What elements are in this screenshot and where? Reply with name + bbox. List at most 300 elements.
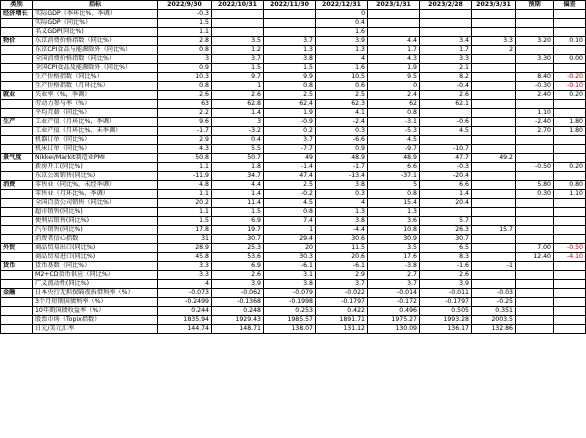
value-cell: 7.4: [264, 217, 316, 226]
value-cell: 17.6: [368, 253, 420, 262]
forecast-cell: -0.50: [516, 163, 554, 172]
header-cell: 2023/1/31: [368, 1, 420, 10]
value-cell: 1.5: [212, 208, 264, 217]
forecast-cell: [516, 10, 554, 19]
value-cell: 1.3: [368, 208, 420, 217]
value-cell: [472, 118, 516, 127]
value-cell: [264, 19, 316, 28]
value-cell: 1.6: [316, 28, 368, 37]
value-cell: 4.3: [158, 145, 212, 154]
indicator-cell: 实际GDP（同比%）: [33, 19, 158, 28]
deviation-cell: -4.10: [554, 253, 586, 262]
value-cell: 11.4: [212, 199, 264, 208]
value-cell: 3.8: [316, 217, 368, 226]
deviation-cell: [554, 262, 586, 271]
forecast-cell: [516, 64, 554, 73]
value-cell: [368, 19, 420, 28]
header-cell: 2022/11/30: [264, 1, 316, 10]
value-cell: 3.8: [264, 55, 316, 64]
value-cell: 3: [212, 118, 264, 127]
value-cell: -0.6: [420, 118, 472, 127]
value-cell: 0.8: [264, 208, 316, 217]
value-cell: [420, 136, 472, 145]
forecast-cell: [516, 145, 554, 154]
value-cell: 4.5: [264, 199, 316, 208]
table-row: [1, 208, 586, 217]
table-row: [1, 109, 586, 118]
value-cell: -1: [472, 262, 516, 271]
deviation-cell: [554, 325, 586, 334]
category-cell: [1, 100, 33, 109]
value-cell: 3.8: [316, 181, 368, 190]
value-cell: 1.1: [158, 163, 212, 172]
forecast-cell: [516, 316, 554, 325]
forecast-cell: [516, 226, 554, 235]
deviation-cell: [554, 19, 586, 28]
value-cell: 50.7: [212, 154, 264, 163]
forecast-cell: [516, 307, 554, 316]
value-cell: -0.9: [264, 118, 316, 127]
value-cell: [472, 190, 516, 199]
value-cell: 131.12: [316, 325, 368, 334]
forecast-cell: [516, 19, 554, 28]
category-cell: 金融: [1, 289, 33, 298]
value-cell: [472, 199, 516, 208]
value-cell: -0.014: [368, 289, 420, 298]
indicator-cell: 日元/美元汇率: [33, 325, 158, 334]
value-cell: 2.6: [158, 91, 212, 100]
value-cell: 138.07: [264, 325, 316, 334]
forecast-cell: 3.20: [516, 37, 554, 46]
value-cell: -3.1: [368, 118, 420, 127]
value-cell: 0.351: [472, 307, 516, 316]
table-row: [1, 298, 586, 307]
value-cell: 0.3: [316, 127, 368, 136]
deviation-cell: -0.20: [554, 73, 586, 82]
category-cell: [1, 172, 33, 181]
value-cell: 0.3: [316, 190, 368, 199]
value-cell: 1.4: [212, 109, 264, 118]
indicator-cell: M2+CD货币供应（同比%）: [33, 271, 158, 280]
value-cell: [368, 28, 420, 37]
forecast-cell: 2.70: [516, 127, 554, 136]
table-row: [1, 181, 586, 190]
value-cell: [472, 208, 516, 217]
value-cell: 1.4: [420, 190, 472, 199]
value-cell: 9.7: [212, 73, 264, 82]
forecast-cell: [516, 280, 554, 289]
value-cell: 1.5: [264, 64, 316, 73]
value-cell: 2.8: [158, 37, 212, 46]
value-cell: 1835.94: [158, 316, 212, 325]
value-cell: 20.2: [158, 199, 212, 208]
value-cell: 6.6: [420, 181, 472, 190]
value-cell: -1.7: [316, 163, 368, 172]
value-cell: [472, 73, 516, 82]
category-cell: [1, 73, 33, 82]
value-cell: 6.6: [368, 163, 420, 172]
value-cell: 4.4: [368, 37, 420, 46]
value-cell: 0.8: [368, 109, 420, 118]
value-cell: [420, 28, 472, 37]
value-cell: -0.1998: [264, 298, 316, 307]
header-cell: 类别: [1, 1, 33, 10]
deviation-cell: -0.50: [554, 244, 586, 253]
value-cell: 3.9: [316, 37, 368, 46]
value-cell: -6.6: [316, 136, 368, 145]
value-cell: -3.8: [368, 262, 420, 271]
indicator-cell: 工业产值（月环比%，季调）: [33, 118, 158, 127]
category-cell: [1, 109, 33, 118]
value-cell: 3.8: [264, 280, 316, 289]
table-row: [1, 64, 586, 73]
value-cell: 45.8: [158, 253, 212, 262]
value-cell: 1975.27: [368, 316, 420, 325]
indicator-cell: 零售业（同比%，未经季调）: [33, 181, 158, 190]
category-cell: [1, 199, 33, 208]
deviation-cell: [554, 226, 586, 235]
value-cell: 0.8: [158, 46, 212, 55]
value-cell: [472, 127, 516, 136]
indicator-cell: 消费者信心指数: [33, 235, 158, 244]
value-cell: 25.3: [212, 244, 264, 253]
deviation-cell: [554, 136, 586, 145]
value-cell: 34.7: [212, 172, 264, 181]
value-cell: -10.7: [420, 145, 472, 154]
value-cell: 3.5: [368, 244, 420, 253]
value-cell: 62.3: [316, 100, 368, 109]
value-cell: 3: [158, 55, 212, 64]
value-cell: 0.9: [158, 64, 212, 73]
category-cell: [1, 163, 33, 172]
value-cell: 1.3: [316, 46, 368, 55]
value-cell: 62.8: [212, 100, 264, 109]
header-cell: 2023/3/31: [472, 1, 516, 10]
value-cell: 8.3: [420, 253, 472, 262]
indicator-cell: 超市销售(同比%): [33, 208, 158, 217]
deviation-cell: 1.80: [554, 118, 586, 127]
value-cell: 2.5: [316, 91, 368, 100]
value-cell: 3.3: [420, 55, 472, 64]
forecast-cell: 7.00: [516, 244, 554, 253]
indicator-cell: 工业产值（月环比%，未季调）: [33, 127, 158, 136]
indicator-cell: 便利店销售(同比%): [33, 217, 158, 226]
value-cell: 4.4: [212, 181, 264, 190]
value-cell: 10.8: [368, 226, 420, 235]
value-cell: 20: [264, 244, 316, 253]
value-cell: 3.1: [264, 271, 316, 280]
value-cell: 2.1: [420, 64, 472, 73]
value-cell: [420, 109, 472, 118]
deviation-cell: [554, 46, 586, 55]
deviation-cell: [554, 298, 586, 307]
value-cell: 2.9: [158, 136, 212, 145]
value-cell: 1.5: [158, 19, 212, 28]
value-cell: 0.4: [212, 136, 264, 145]
value-cell: 3.7: [316, 280, 368, 289]
table-row: [1, 271, 586, 280]
value-cell: 0.496: [368, 307, 420, 316]
value-cell: 3.9: [420, 280, 472, 289]
deviation-cell: [554, 10, 586, 19]
value-cell: [420, 19, 472, 28]
value-cell: 1.5: [158, 217, 212, 226]
forecast-cell: [516, 325, 554, 334]
value-cell: 17.8: [158, 226, 212, 235]
value-cell: 2.2: [158, 109, 212, 118]
value-cell: 1.9: [368, 64, 420, 73]
value-cell: 0.505: [420, 307, 472, 316]
value-cell: 1: [264, 226, 316, 235]
value-cell: 29.4: [264, 235, 316, 244]
value-cell: 2.6: [420, 91, 472, 100]
table-row: [1, 37, 586, 46]
category-cell: [1, 253, 33, 262]
category-cell: 物价: [1, 37, 33, 46]
indicator-cell: 机器订单（同比%）: [33, 136, 158, 145]
value-cell: -2.4: [316, 118, 368, 127]
value-cell: [472, 109, 516, 118]
value-cell: 1929.43: [212, 316, 264, 325]
value-cell: 1.3: [264, 46, 316, 55]
value-cell: [368, 10, 420, 19]
value-cell: 19.7: [212, 226, 264, 235]
indicator-cell: 平均月薪（同比%）: [33, 109, 158, 118]
indicator-cell: 实际GDP（季环比%，季调）: [33, 10, 158, 19]
value-cell: 31: [158, 235, 212, 244]
value-cell: -7.7: [264, 145, 316, 154]
value-cell: [472, 136, 516, 145]
value-cell: 2003.5: [472, 316, 516, 325]
deviation-cell: -0.10: [554, 82, 586, 91]
table-row: [1, 172, 586, 181]
value-cell: 4.5: [368, 136, 420, 145]
deviation-cell: [554, 154, 586, 163]
value-cell: -0.3: [158, 10, 212, 19]
value-cell: 0.8: [264, 82, 316, 91]
value-cell: -6.1: [264, 262, 316, 271]
value-cell: 62.4: [264, 100, 316, 109]
value-cell: 49.2: [472, 154, 516, 163]
table-row: [1, 262, 586, 271]
value-cell: 1985.57: [264, 316, 316, 325]
value-cell: -6.1: [316, 262, 368, 271]
indicator-cell: 名义GDP(同比%): [33, 28, 158, 37]
indicator-cell: 零售业（月环比%，季调）: [33, 190, 158, 199]
table-row: [1, 19, 586, 28]
table-row: [1, 244, 586, 253]
value-cell: 8.2: [420, 73, 472, 82]
value-cell: -0.172: [368, 298, 420, 307]
category-cell: [1, 307, 33, 316]
value-cell: 2.9: [316, 271, 368, 280]
forecast-cell: [516, 208, 554, 217]
value-cell: 1.7: [420, 46, 472, 55]
table-row: [1, 100, 586, 109]
header-cell: 预期: [516, 1, 554, 10]
indicator-cell: 商品贸易进口(同比%): [33, 253, 158, 262]
category-cell: [1, 55, 33, 64]
value-cell: 10.5: [316, 73, 368, 82]
category-cell: 生产: [1, 118, 33, 127]
value-cell: 0.244: [158, 307, 212, 316]
value-cell: 15.4: [368, 199, 420, 208]
value-cell: 2.5: [264, 181, 316, 190]
value-cell: 28.9: [158, 244, 212, 253]
value-cell: -13.4: [316, 172, 368, 181]
value-cell: 1.4: [212, 190, 264, 199]
category-cell: [1, 46, 33, 55]
value-cell: [472, 253, 516, 262]
table-row: [1, 55, 586, 64]
indicator-cell: 新房开工(同比%): [33, 163, 158, 172]
value-cell: [264, 10, 316, 19]
value-cell: 20.6: [316, 253, 368, 262]
deviation-cell: 1.80: [554, 127, 586, 136]
value-cell: 62.1: [420, 100, 472, 109]
category-cell: 就业: [1, 91, 33, 100]
value-cell: 4.3: [368, 55, 420, 64]
category-cell: 货币: [1, 262, 33, 271]
value-cell: 3.3: [158, 262, 212, 271]
value-cell: 2.6: [212, 271, 264, 280]
deviation-cell: [554, 307, 586, 316]
value-cell: 30.6: [316, 235, 368, 244]
value-cell: -5.3: [368, 127, 420, 136]
value-cell: 2.4: [368, 91, 420, 100]
deviation-cell: [554, 145, 586, 154]
forecast-cell: [516, 271, 554, 280]
deviation-cell: [554, 109, 586, 118]
value-cell: 53.6: [212, 253, 264, 262]
header-cell: 2023/2/28: [420, 1, 472, 10]
value-cell: 9.9: [264, 73, 316, 82]
value-cell: 1.9: [264, 109, 316, 118]
indicator-cell: 东京公寓销售(同比%): [33, 172, 158, 181]
value-cell: 3.3: [158, 271, 212, 280]
value-cell: [472, 172, 516, 181]
table-row: [1, 145, 586, 154]
value-cell: 4.1: [316, 109, 368, 118]
value-cell: 15.7: [472, 226, 516, 235]
table-row: [1, 307, 586, 316]
forecast-cell: -2.40: [516, 118, 554, 127]
deviation-cell: [554, 316, 586, 325]
value-cell: -1.7: [158, 127, 212, 136]
value-cell: -0.3: [420, 163, 472, 172]
indicator-cell: 3个月短期国债利率（%）: [33, 298, 158, 307]
value-cell: [472, 145, 516, 154]
table-row: [1, 325, 586, 334]
value-cell: 30.3: [264, 253, 316, 262]
value-cell: 11.5: [316, 244, 368, 253]
indicator-cell: 生产价格指数（同比%）: [33, 73, 158, 82]
value-cell: 30.7: [420, 235, 472, 244]
deviation-cell: [554, 235, 586, 244]
value-cell: 0.253: [264, 307, 316, 316]
value-cell: 3.4: [420, 37, 472, 46]
value-cell: [472, 271, 516, 280]
value-cell: 4: [316, 199, 368, 208]
value-cell: 144.74: [158, 325, 212, 334]
indicator-cell: 劳动力参与率（%）: [33, 100, 158, 109]
header-cell: 偏差: [554, 1, 586, 10]
indicator-cell: 广义流动性(同比%): [33, 280, 158, 289]
value-cell: 0.4: [316, 19, 368, 28]
forecast-cell: [516, 154, 554, 163]
deviation-cell: [554, 64, 586, 73]
deviation-cell: 0.20: [554, 163, 586, 172]
value-cell: 62: [368, 100, 420, 109]
value-cell: -0.25: [472, 298, 516, 307]
header-cell: 指标: [33, 1, 158, 10]
deviation-cell: 0.20: [554, 91, 586, 100]
value-cell: -3.2: [212, 127, 264, 136]
value-cell: 1.3: [316, 208, 368, 217]
forecast-cell: [516, 262, 554, 271]
value-cell: 9.6: [158, 118, 212, 127]
value-cell: 0.248: [212, 307, 264, 316]
category-cell: [1, 280, 33, 289]
table-row: [1, 136, 586, 145]
category-cell: [1, 82, 33, 91]
value-cell: -4.4: [316, 226, 368, 235]
indicator-cell: 10年期国债收益率（%）: [33, 307, 158, 316]
indicator-cell: 商品贸易出口(同比%): [33, 244, 158, 253]
table-row: [1, 154, 586, 163]
category-cell: [1, 325, 33, 334]
category-cell: 景气度: [1, 154, 33, 163]
value-cell: 3.7: [264, 136, 316, 145]
value-cell: [472, 55, 516, 64]
forecast-cell: 2.40: [516, 91, 554, 100]
value-cell: 30.7: [212, 235, 264, 244]
value-cell: 148.71: [212, 325, 264, 334]
table-row: [1, 28, 586, 37]
value-cell: [472, 100, 516, 109]
forecast-cell: [516, 136, 554, 145]
value-cell: 0.422: [316, 307, 368, 316]
table-row: [1, 73, 586, 82]
value-cell: -0.1797: [316, 298, 368, 307]
value-cell: 10.3: [158, 73, 212, 82]
value-cell: [264, 28, 316, 37]
value-cell: 136.17: [420, 325, 472, 334]
value-cell: 130.09: [368, 325, 420, 334]
value-cell: [212, 19, 264, 28]
category-cell: [1, 64, 33, 73]
value-cell: [212, 10, 264, 19]
category-cell: [1, 28, 33, 37]
value-cell: [420, 10, 472, 19]
value-cell: 1.1: [158, 28, 212, 37]
value-cell: 0: [368, 82, 420, 91]
table-row: [1, 280, 586, 289]
category-cell: 外贸: [1, 244, 33, 253]
value-cell: 49: [264, 154, 316, 163]
value-cell: 0.8: [158, 82, 212, 91]
forecast-cell: 5.80: [516, 181, 554, 190]
category-cell: [1, 217, 33, 226]
forecast-cell: [516, 289, 554, 298]
value-cell: 0.8: [368, 190, 420, 199]
forecast-cell: [516, 46, 554, 55]
deviation-cell: 0.00: [554, 55, 586, 64]
value-cell: 1: [212, 82, 264, 91]
value-cell: -0.1368: [212, 298, 264, 307]
value-cell: 6.5: [420, 244, 472, 253]
value-cell: 5.7: [420, 217, 472, 226]
